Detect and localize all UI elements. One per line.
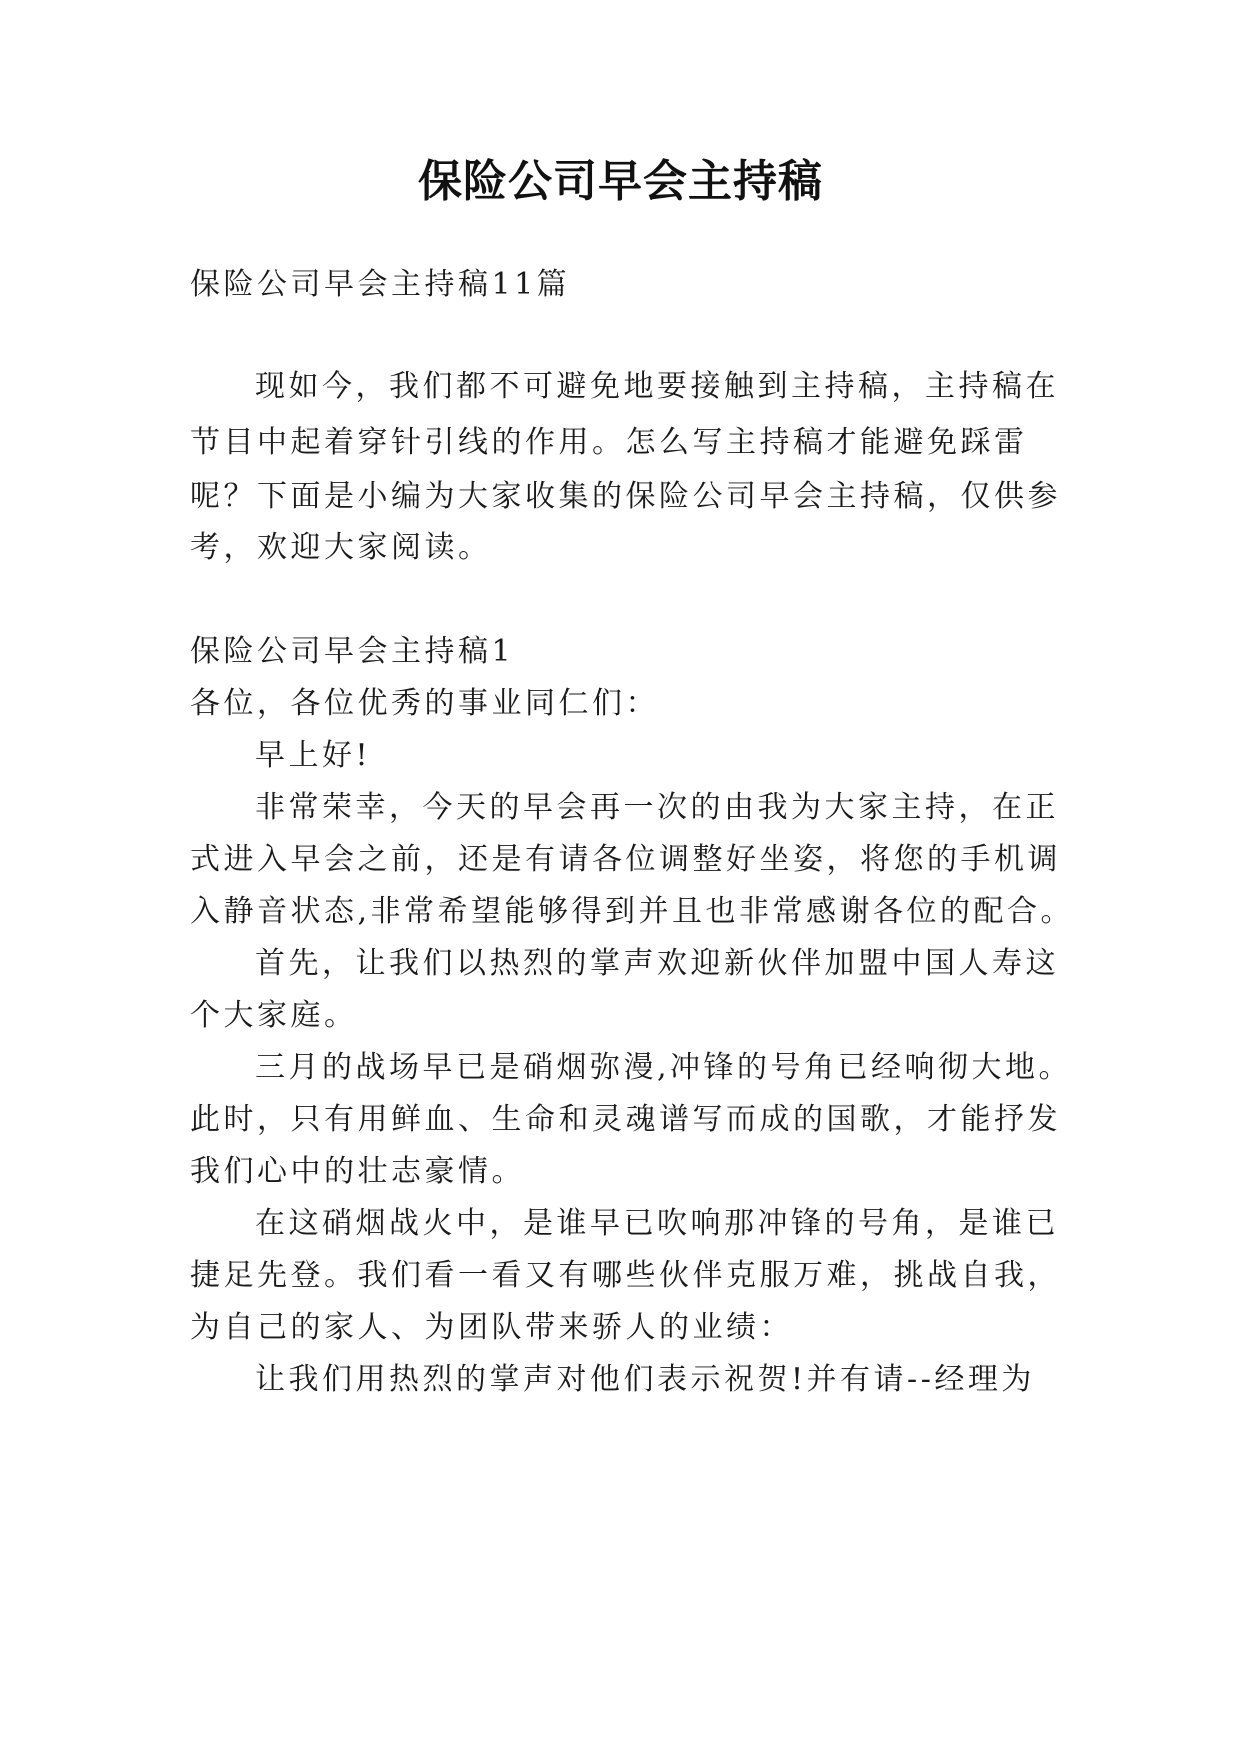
paragraph-line: 在这硝烟战火中，是谁早已吹响那冲锋的号角，是谁已 <box>255 1206 1059 1241</box>
intro-line: 现如今，我们都不可避免地要接触到主持稿，主持稿在 <box>255 369 1059 404</box>
paragraph-line: 此时，只有用鲜血、生命和灵魂谱写而成的国歌，才能抒发 <box>190 1102 1061 1137</box>
paragraph-line: 让我们用热烈的掌声对他们表示祝贺!并有请--经理为 <box>255 1362 1035 1397</box>
document-title: 保险公司早会主持稿 <box>418 156 823 207</box>
paragraph-line: 为自己的家人、为团队带来骄人的业绩： <box>190 1310 793 1345</box>
paragraph-line: 式进入早会之前，还是有请各位调整好坐姿，将您的手机调 <box>190 842 1061 877</box>
paragraph-line: 非常荣幸，今天的早会再一次的由我为大家主持，在正 <box>255 790 1059 825</box>
paragraph-line: 入静音状态,非常希望能够得到并且也非常感谢各位的配合。 <box>190 894 1075 929</box>
paragraph-line: 我们心中的壮志豪情。 <box>190 1154 525 1189</box>
paragraph-line: 捷足先登。我们看一看又有哪些伙伴克服万难，挑战自我， <box>190 1258 1061 1293</box>
paragraph-line: 早上好! <box>255 738 372 773</box>
intro-line: 考，欢迎大家阅读。 <box>190 530 492 565</box>
paragraph-line: 首先，让我们以热烈的掌声欢迎新伙伴加盟中国人寿这 <box>255 946 1059 981</box>
paragraph-line: 个大家庭。 <box>190 998 358 1033</box>
intro-line: 节目中起着穿针引线的作用。怎么写主持稿才能避免踩雷 <box>190 425 1028 460</box>
intro-line: 呢？下面是小编为大家收集的保险公司早会主持稿，仅供参 <box>190 479 1061 514</box>
paragraph-line: 三月的战场早已是硝烟弥漫,冲锋的号角已经响彻大地。 <box>255 1050 1073 1085</box>
section-heading: 保险公司早会主持稿1 <box>190 634 515 669</box>
greeting-line: 各位，各位优秀的事业同仁们： <box>190 686 659 721</box>
document-subtitle: 保险公司早会主持稿11篇 <box>190 267 571 302</box>
